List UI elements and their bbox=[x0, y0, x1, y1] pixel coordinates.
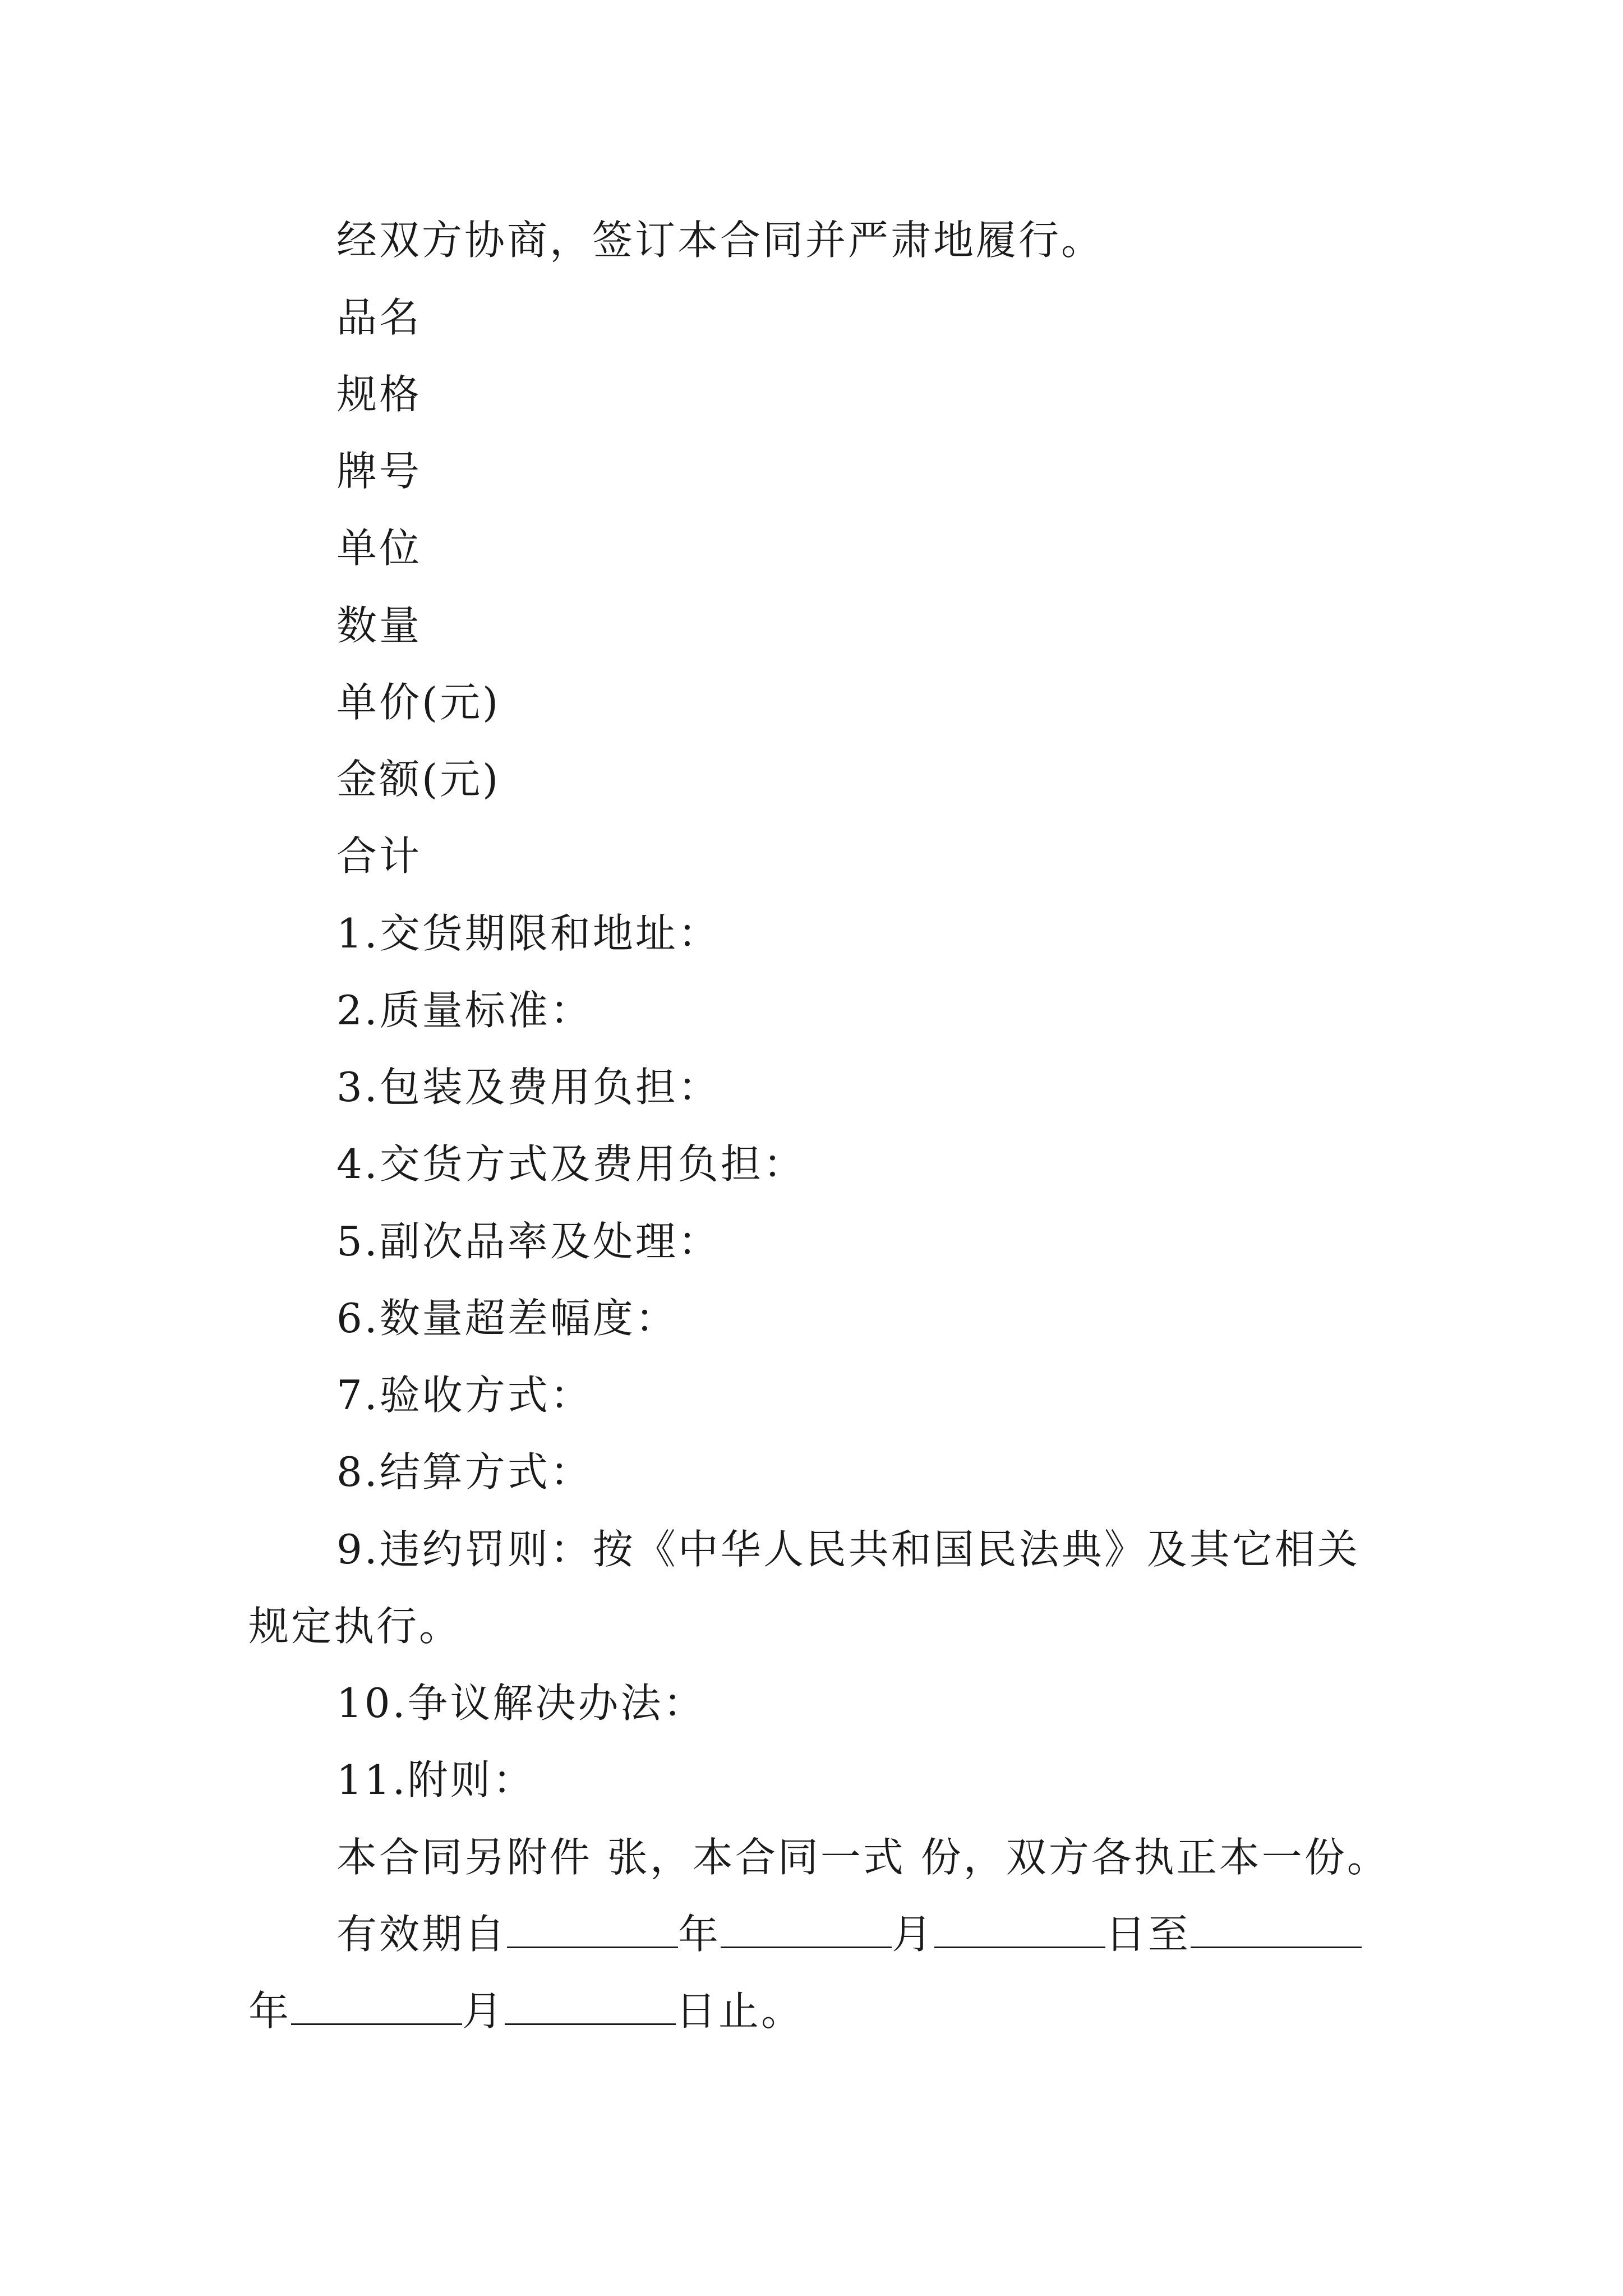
attachment-note: 本合同另附件 张，本合同一式 份，双方各执正本一份。 bbox=[336, 1834, 1390, 1881]
year-label-2: 年 bbox=[248, 1987, 292, 2035]
clause-5: 5.副次品率及处理： bbox=[336, 1218, 721, 1265]
clause-6: 6.数量超差幅度： bbox=[336, 1295, 678, 1342]
validity-line-2 bbox=[248, 1985, 804, 2037]
header-quantity: 数量 bbox=[336, 602, 422, 649]
clause-4: 4.交货方式及费用负担： bbox=[336, 1140, 806, 1188]
header-brand-number: 牌号 bbox=[336, 448, 422, 495]
start-year-blank[interactable] bbox=[507, 1911, 678, 1948]
end-label: 日止。 bbox=[676, 1987, 804, 2035]
start-day-blank[interactable] bbox=[934, 1911, 1105, 1948]
header-unit-price: 单价(元) bbox=[336, 679, 501, 726]
end-day-blank[interactable] bbox=[505, 1987, 676, 2025]
end-year-blank[interactable] bbox=[1191, 1911, 1362, 1948]
end-month-blank[interactable] bbox=[291, 1987, 462, 2025]
month-label: 月 bbox=[892, 1911, 935, 1958]
header-unit: 单位 bbox=[336, 524, 422, 572]
clause-1: 1.交货期限和地址： bbox=[336, 910, 721, 957]
clause-7: 7.验收方式： bbox=[336, 1372, 593, 1419]
clause-9-line-2: 规定执行。 bbox=[248, 1603, 462, 1650]
clause-2: 2.质量标准： bbox=[336, 987, 593, 1034]
clause-8: 8.结算方式： bbox=[336, 1448, 593, 1496]
header-total: 合计 bbox=[336, 832, 422, 880]
header-amount: 金额(元) bbox=[336, 756, 501, 803]
clause-9-line-1: 9.违约罚则：按《中华人民共和国民法典》及其它相关 bbox=[336, 1526, 1360, 1573]
header-product-name: 品名 bbox=[336, 294, 422, 341]
intro-paragraph: 经双方协商，签订本合同并严肃地履行。 bbox=[336, 217, 1104, 264]
validity-prefix: 有效期自 bbox=[336, 1911, 508, 1958]
start-month-blank[interactable] bbox=[721, 1911, 892, 1948]
clause-10: 10.争议解决办法： bbox=[336, 1680, 706, 1727]
clause-3: 3.包装及费用负担： bbox=[336, 1064, 721, 1111]
validity-line-1 bbox=[336, 1908, 1362, 1960]
month-label-2: 月 bbox=[462, 1987, 505, 2035]
year-label: 年 bbox=[678, 1911, 721, 1958]
clause-11: 11.附则： bbox=[336, 1756, 536, 1803]
header-specification: 规格 bbox=[336, 371, 422, 418]
day-to-label: 日至 bbox=[1105, 1911, 1191, 1958]
